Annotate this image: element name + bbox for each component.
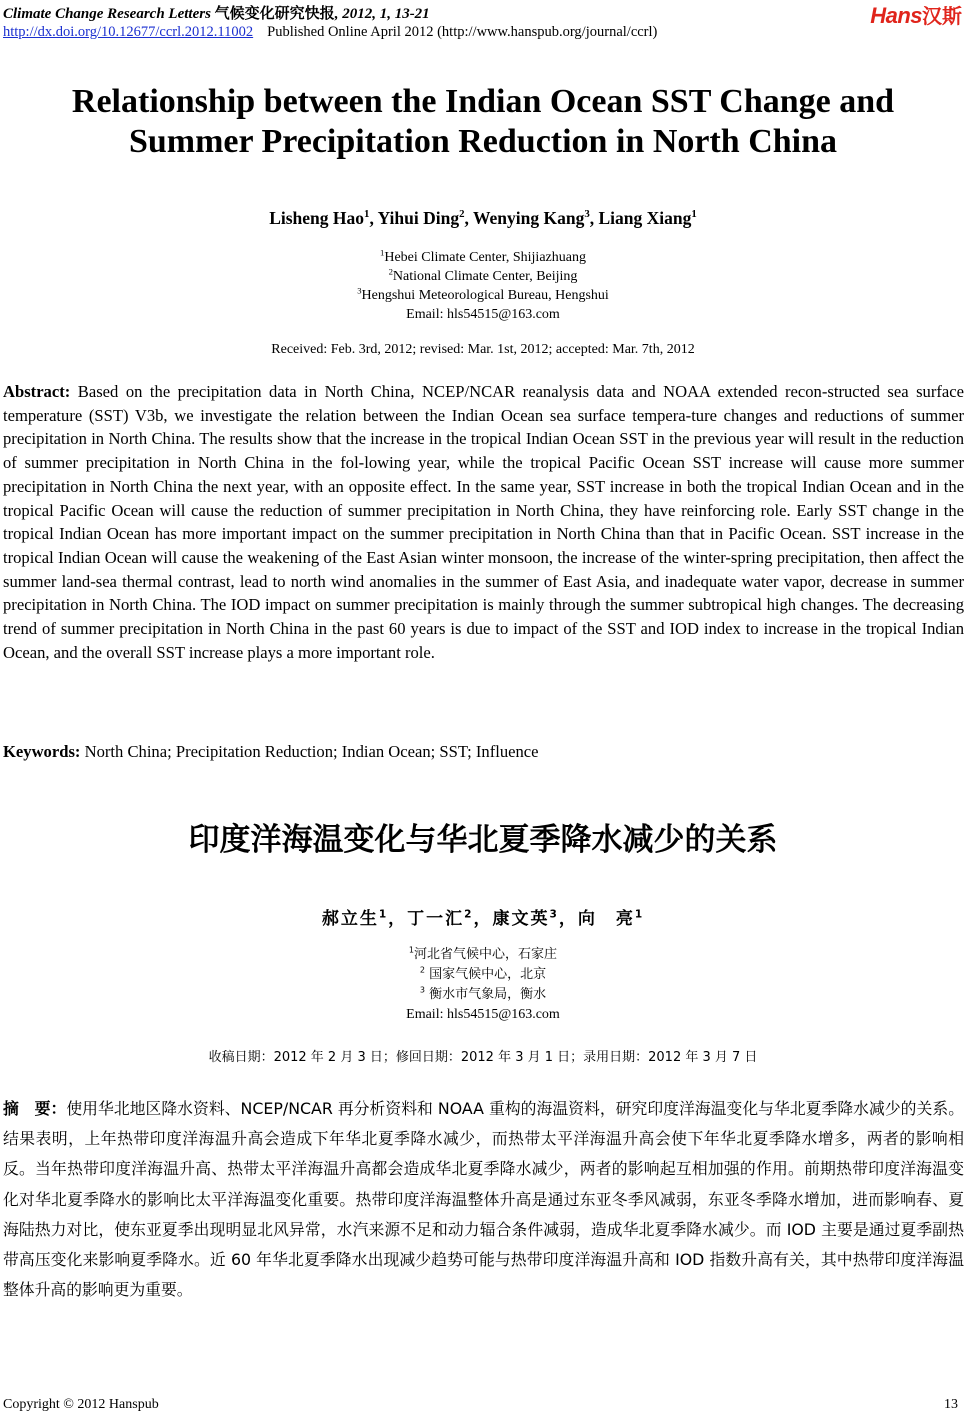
keywords-text: North China; Precipitation Reduction; Indian Ocean; SST; Influence <box>84 742 539 761</box>
affiliation-text: Hengshui Meteorological Bureau, Hengshui <box>361 288 609 303</box>
affiliations-cn <box>0 945 966 1025</box>
received-dates-cn: 收稿日期：2012 年 2 月 3 日；修回日期：2012 年 3 月 1 日；录用日期：2012 年 3 月 7 日 <box>208 1050 758 1065</box>
keywords-en <box>3 742 964 762</box>
author-sup: 1 <box>691 208 697 221</box>
author-cn: 郝立生 <box>321 909 379 929</box>
author-separator: , <box>464 208 473 228</box>
doi-link[interactable]: http://dx.doi.org/10.12677/ccrl.2012.11002 <box>3 24 254 40</box>
journal-line <box>3 2 430 23</box>
affiliation-text: 国家气候中心，北京 <box>429 967 547 982</box>
affiliation-text: National Climate Center, Beijing <box>392 269 578 284</box>
author-sup: 3 <box>584 208 590 221</box>
hanspub-logo <box>870 0 962 29</box>
author-separator: ， <box>473 909 493 929</box>
title-en-line-1: Relationship between the Indian Ocean SST Change and <box>71 83 895 120</box>
affiliation-text: 衡水市气象局，衡水 <box>429 987 547 1002</box>
email-cn: Email: hls54515@163.com <box>406 1007 560 1022</box>
author-cn: 康文英 <box>492 909 550 929</box>
affiliation-sup: 3 <box>419 985 425 995</box>
author-en: Yihui Ding <box>377 208 460 228</box>
abstract-text: Based on the precipitation data in North China, NCEP/NCAR reanalysis data and NOAA extended recon-structed sea surface temperature (SST) V3b, we investigate the relation between the Indian Ocean sea surface tempera-ture changes and reductions of summer precipitation in North China. The results show that the increase in the tropical Indian Ocean SST in the previous year will result in the reduction of summer precipitation in North China in the fol-lowing year, while the tropical Pacific Ocean SST increase will cause more summer precipitation in North China the next year, with an opposite effect. In the same year, SST increase in both the tropical Indian Ocean and in the tropical Pacific Ocean will cause the reduction of summer precipitation in North China, they have reinforcing role. Early SST change in the tropical Indian Ocean has more important impact on the summer precipitation in North China than that in Pacific Ocean. SST increase in the tropical Indian Ocean will cause the weakening of the East Asian winter monsoon, the increase of the winter-spring precipitation, then affect the summer land-sea thermal contrast, lead to north wind anomalies in the summer of East Asia, and inadequate water vapor, decrease in summer precipitation in North China. The IOD impact on summer precipitation is mainly through the summer subtropical high changes. The decreasing trend of summer precipitation in North China in the past 60 years is due to impact of the SST and IOD index to increase in the tropical Indian Ocean, and the overall SST increase plays a more important role. <box>3 382 964 662</box>
author-separator: ， <box>388 909 408 929</box>
authors-en <box>0 208 966 229</box>
author-cn: 向 亮 <box>577 909 635 929</box>
keywords-label: Keywords: <box>3 742 81 761</box>
affiliation-en <box>0 248 966 267</box>
author-separator: , <box>589 208 599 228</box>
affiliation-sup: 3 <box>357 285 362 296</box>
affiliation-sup: 2 <box>388 266 393 277</box>
author-sup: 2 <box>464 908 474 921</box>
abstract-label: Abstract: <box>3 382 71 401</box>
author-cn: 丁一汇 <box>407 909 465 929</box>
author-sup: 2 <box>459 208 465 221</box>
journal-name-cn: 气候变化研究快报 <box>214 6 335 22</box>
author-en: Lisheng Hao <box>269 208 365 228</box>
authors-cn <box>0 904 966 929</box>
affiliation-en <box>0 267 966 286</box>
affiliation-sup: 2 <box>419 965 425 975</box>
affiliation-en <box>0 286 966 305</box>
affiliation-text: 河北省气候中心，石家庄 <box>414 947 558 962</box>
affiliation-cn <box>0 965 966 985</box>
abstract-cn-text: 使用华北地区降水资料、NCEP/NCAR 再分析资料和 NOAA 重构的海温资料，研究印度洋海温变化与华北夏季降水减少的关系。结果表明，上年热带印度洋海温升高会造成下年华北夏季降水减少，而热带太平洋海温升高会使下年华北夏季降水增多，两者的影响相反。当年热带印度洋海温升高、热带太平洋海温升高都会造成华北夏季降水减少，两者的影响起互相加强的作用。前期热带印度洋海温变化对华北夏季降水的影响比太平洋海温变化重要。热带印度洋海温整体升高是通过东亚冬季风减弱，东亚冬季降水增加，进而影响春、夏海陆热力对比，使东亚夏季出现明显北风异常，水汽来源不足和动力辐合条件减弱，造成华北夏季降水减少。而 IOD 主要是通过夏季副热带高压变化来影响夏季降水。近 60 年华北夏季降水出现减少趋势可能与热带印度洋海温升高和 IOD 指数升高有关，其中热带印度洋海温整体升高的影响更为重要。 <box>3 1099 964 1300</box>
journal-name-en: Climate Change Research Letters <box>3 6 211 22</box>
logo-latin: Hans <box>870 3 922 28</box>
page-number: 13 <box>944 1397 958 1412</box>
doi-line <box>3 24 657 41</box>
author-separator: , <box>369 208 378 228</box>
received-dates-en: Received: Feb. 3rd, 2012; revised: Mar. 1st, 2012; accepted: Mar. 7th, 2012 <box>271 342 695 357</box>
title-en-line-2: Summer Precipitation Reduction in North China <box>128 123 838 160</box>
author-sup: 1 <box>634 908 645 921</box>
author-sup: 1 <box>378 908 389 921</box>
paper-title-en <box>0 82 966 162</box>
paper-title-cn: 印度洋海温变化与华北夏季降水减少的关系 <box>188 822 778 858</box>
abstract-cn-label: 摘 要： <box>3 1099 67 1118</box>
copyright: Copyright © 2012 Hanspub <box>3 1397 159 1412</box>
affiliation-cn <box>0 985 966 1005</box>
abstract-cn <box>3 1094 964 1305</box>
author-separator: ， <box>558 909 578 929</box>
affiliation-cn <box>0 945 966 965</box>
affiliation-text: Hebei Climate Center, Shijiazhuang <box>384 250 586 265</box>
affiliations-en <box>0 248 966 324</box>
author-sup: 1 <box>364 208 370 221</box>
affiliation-sup: 1 <box>408 945 415 955</box>
author-en: Liang Xiang <box>598 208 692 228</box>
abstract-en <box>3 380 964 664</box>
journal-issue: , 2012, 1, 13-21 <box>334 6 430 22</box>
author-en: Wenying Kang <box>472 208 585 228</box>
logo-cn: 汉斯 <box>922 4 962 28</box>
published-info: Published Online April 2012 (http://www.hanspub.org/journal/ccrl) <box>267 24 658 40</box>
author-sup: 3 <box>549 908 559 921</box>
affiliation-sup: 1 <box>380 247 385 258</box>
email-en: Email: hls54515@163.com <box>406 307 560 322</box>
